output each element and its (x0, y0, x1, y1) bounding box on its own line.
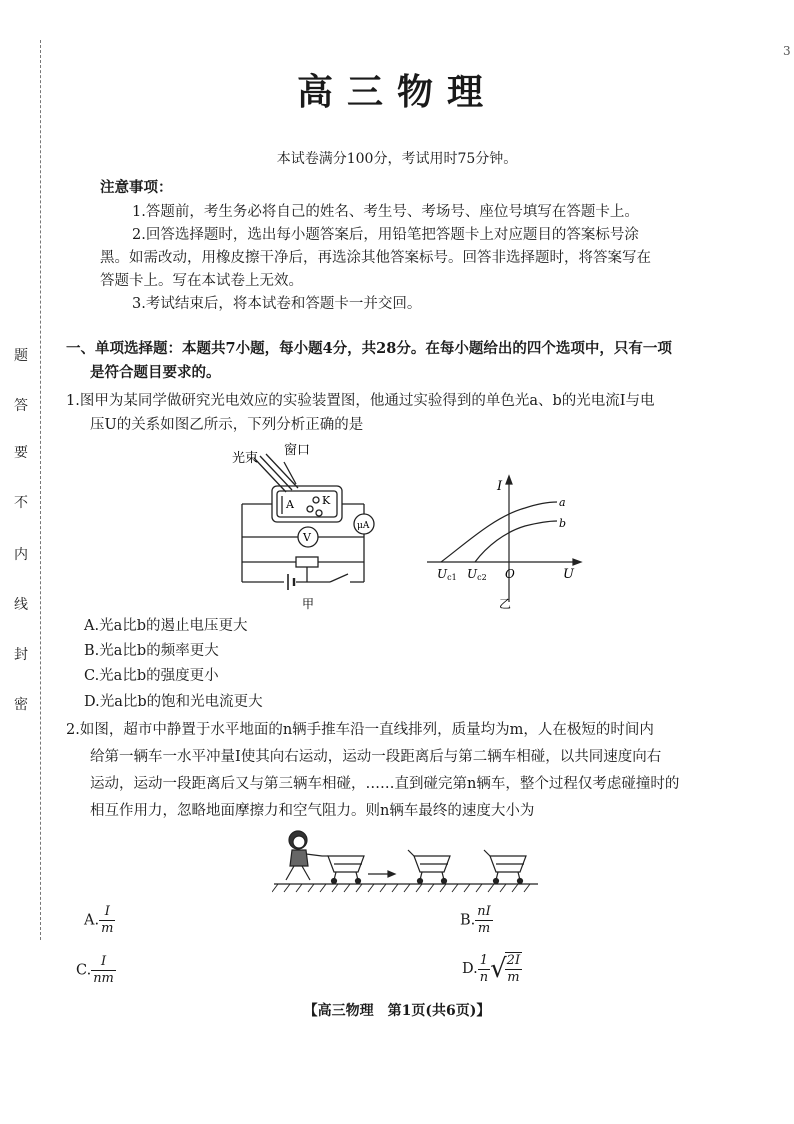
side-char: 密 (14, 697, 28, 713)
q1-option-d: D.光a比b的饱和光电流更大 (84, 694, 263, 710)
cart (408, 850, 450, 884)
voltmeter-label: V (303, 531, 311, 544)
corner-mark: 3 (783, 44, 791, 58)
section-heading: 是符合题目要求的。 (90, 364, 221, 381)
side-char: 不 (14, 495, 28, 511)
page-title: 高三物理 (296, 71, 497, 113)
q2-stem: 给第一辆车一水平冲量I使其向右运动，运动一段距离后与第二辆车相碰，以共同速度向右 (90, 749, 662, 765)
figure-carts (272, 826, 542, 894)
light-beam-line (266, 454, 298, 488)
q1-option-b: B.光a比b的频率更大 (84, 643, 219, 659)
q2-option-c: C. $\frac{I}{nm}$ (76, 954, 114, 986)
page-footer: 【高三物理 第1页(共6页)】 (303, 1003, 491, 1019)
side-char: 封 (14, 647, 28, 663)
beam-label: 光束 (232, 451, 259, 466)
curve-a-label: a (559, 496, 566, 509)
side-char: 答 (14, 398, 28, 414)
figure-circuit (218, 440, 398, 620)
cathode-label: K (322, 494, 331, 507)
exam-info: 本试卷满分100分，考试用时75分钟。 (276, 151, 518, 167)
y-axis-label: I (497, 479, 503, 494)
figure-caption: 乙 (499, 597, 512, 611)
q2-stem: 2.如图，超市中静置于水平地面的n辆手推车沿一直线排列，质量均为m，人在极短的时间内 (66, 722, 654, 738)
section-heading: 一、单项选择题：本题共7小题，每小题4分，共28分。在每小题给出的四个选项中，只有一项 (66, 340, 672, 357)
q1-stem: 1.图甲为某同学做研究光电效应的实验装置图，他通过实验得到的单色光a、b的光电流I与电 (66, 393, 655, 409)
q2-stem: 运动，运动一段距离后又与第三辆车相碰，……直到碰完第n辆车，整个过程仅考虑碰撞时的 (90, 776, 680, 792)
cart (322, 856, 364, 884)
notice-line: 2.回答选择题时，选出每小题答案后，用铅笔把答题卡上对应题目的答案标号涂 (132, 227, 639, 243)
anode-label: A (286, 498, 294, 511)
figure-caption: 甲 (302, 597, 315, 611)
q2-option-a: A. $\frac{I}{m}$ (84, 904, 114, 936)
q2-option-b: B. $\frac{nI}{m}$ (460, 904, 491, 936)
q1-stem: 压U的关系如图乙所示，下列分析正确的是 (90, 417, 364, 433)
binding-line (40, 40, 42, 940)
side-char: 要 (14, 445, 28, 461)
q1-option-a: A.光a比b的遏止电压更大 (84, 618, 248, 634)
notice-heading: 注意事项： (100, 179, 173, 196)
light-beam-line (260, 456, 292, 490)
ammeter-label: μA (357, 521, 370, 531)
q2-option-d: D. $\frac{1}{n}$ √ $\frac{2I}{m}$ (462, 952, 521, 985)
q2-stem: 相互作用力，忽略地面摩擦力和空气阻力。则n辆车最终的速度大小为 (90, 803, 535, 819)
curve-b-label: b (559, 517, 567, 530)
side-char: 题 (14, 348, 28, 364)
notice-line: 黑。如需改动，用橡皮擦干净后，再选涂其他答案标号。回答非选择题时，将答案写在 (100, 250, 651, 266)
x-axis-label: U (563, 567, 574, 582)
notice-line: 3.考试结束后，将本试卷和答题卡一并交回。 (132, 296, 422, 312)
figure-iu-graph (425, 472, 585, 620)
uc1-label: Uc1 (437, 567, 457, 582)
notice-line: 1.答题前，考生务必将自己的姓名、考生号、考场号、座位号填写在答题卡上。 (132, 204, 639, 220)
curve-a (441, 502, 557, 562)
uc2-label: Uc2 (467, 567, 487, 582)
origin-label: O (505, 567, 515, 581)
q1-option-c: C.光a比b的强度更小 (84, 668, 219, 684)
side-char: 线 (14, 597, 28, 613)
window-label: 窗口 (284, 443, 311, 458)
side-char: 内 (14, 547, 28, 563)
cart (484, 850, 526, 884)
person-figure (286, 831, 322, 880)
light-beam-line (254, 458, 286, 492)
notice-line: 答题卡上。写在本试卷上无效。 (100, 273, 303, 289)
